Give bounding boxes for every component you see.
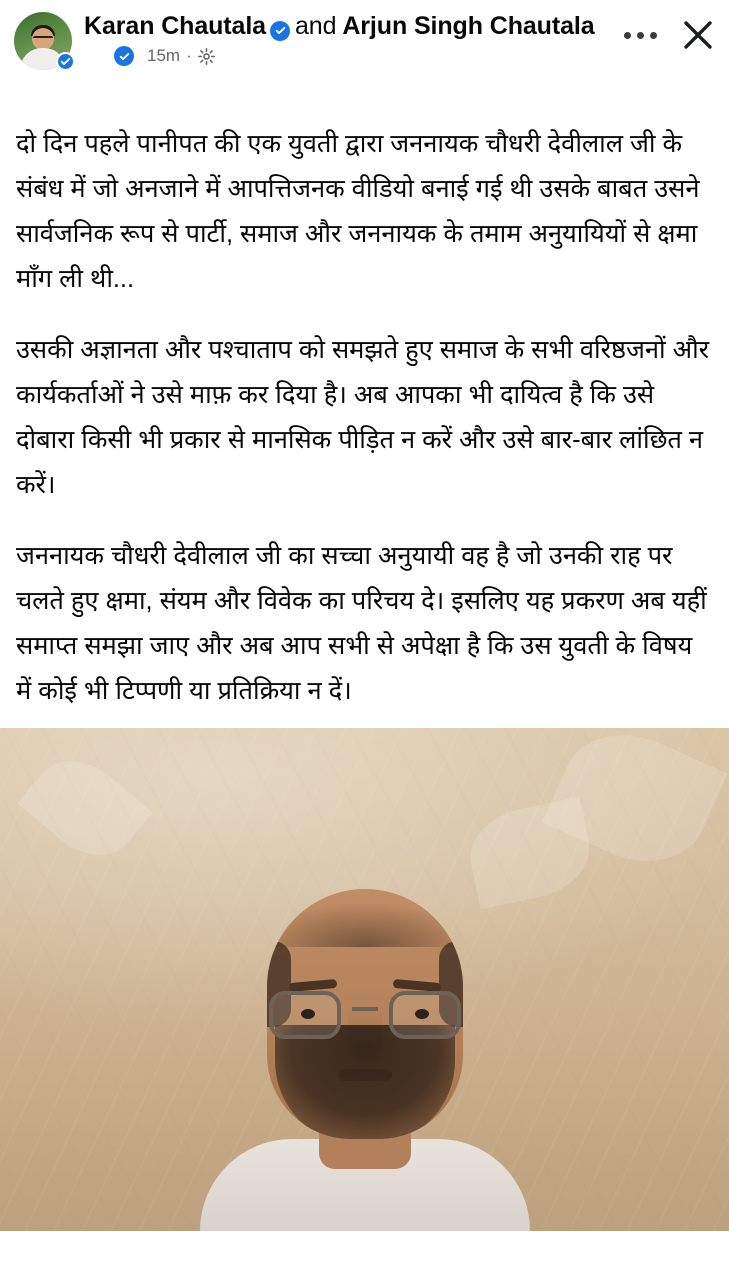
dot [650,32,657,39]
subject-eye [415,1009,429,1019]
subject-hairline [267,895,463,947]
subject-eyeglasses [267,985,463,1041]
dot [624,32,631,39]
gear-icon[interactable] [198,48,215,65]
post-media-container [0,728,729,1231]
avatar[interactable] [14,12,72,70]
subject-eye [301,1009,315,1019]
three-dots-icon[interactable] [622,26,659,45]
subject-head [267,889,463,1139]
dot [637,32,644,39]
verified-badge-icon [270,21,290,41]
header-actions [622,10,715,52]
post-timestamp[interactable]: 15m [147,46,181,65]
post-author-block [72,10,622,66]
author-primary-name[interactable]: Karan Chautala [84,12,266,40]
eyeglass-bridge [352,1007,378,1011]
post-message [0,120,729,728]
subject-beard [275,1025,455,1139]
author-conjunction: and [295,12,337,40]
post-paragraph: जननायक चौधरी देवीलाल जी का सच्चा अनुयायी वह है जो उनकी राह पर चलते हुए क्षमा, संयम और विवेक का परिचय दे। इसलिए यह प्रकरण अब यहीं समाप्त समझा जाए और अब आप सभी से अपेक्षा है कि उस युवती के विषय में कोई भी टिप्पणी या प्रतिक्रिया न दें। [16,542,707,705]
meta-separator: · [186,46,192,65]
avatar-glasses [33,36,53,42]
post-header [0,0,729,120]
post-video[interactable] [0,728,729,1231]
avatar-verified-badge-icon [56,52,75,71]
post-meta [84,46,622,66]
close-x-icon[interactable] [681,18,715,52]
post-author-names [84,10,622,42]
video-subject [200,811,530,1231]
post-paragraph: दो दिन पहले पानीपत की एक युवती द्वारा जननायक चौधरी देवीलाल जी के संबंध में जो अनजाने में आपत्तिजनक वीडियो बनाई गई थी उसके बाबत उसने सार्वजनिक रूप से पार्टी, समाज और जननायक के तमाम अनुयायियों से क्षमा माँग ली थी... [16,130,700,293]
author-secondary-name[interactable]: Arjun Singh Chautala [342,12,595,40]
post-paragraph: उसकी अज्ञानता और पश्चाताप को समझते हुए समाज के सभी वरिष्ठजनों और कार्यकर्ताओं ने उसे माफ़ कर दिया है। अब आपका भी दायित्व है कि उसे दोबारा किसी भी प्रकार से मानसिक पीड़ित न करें और उसे बार-बार लांछित न करें। [16,336,709,499]
secondary-verified-badge-icon [114,46,134,66]
